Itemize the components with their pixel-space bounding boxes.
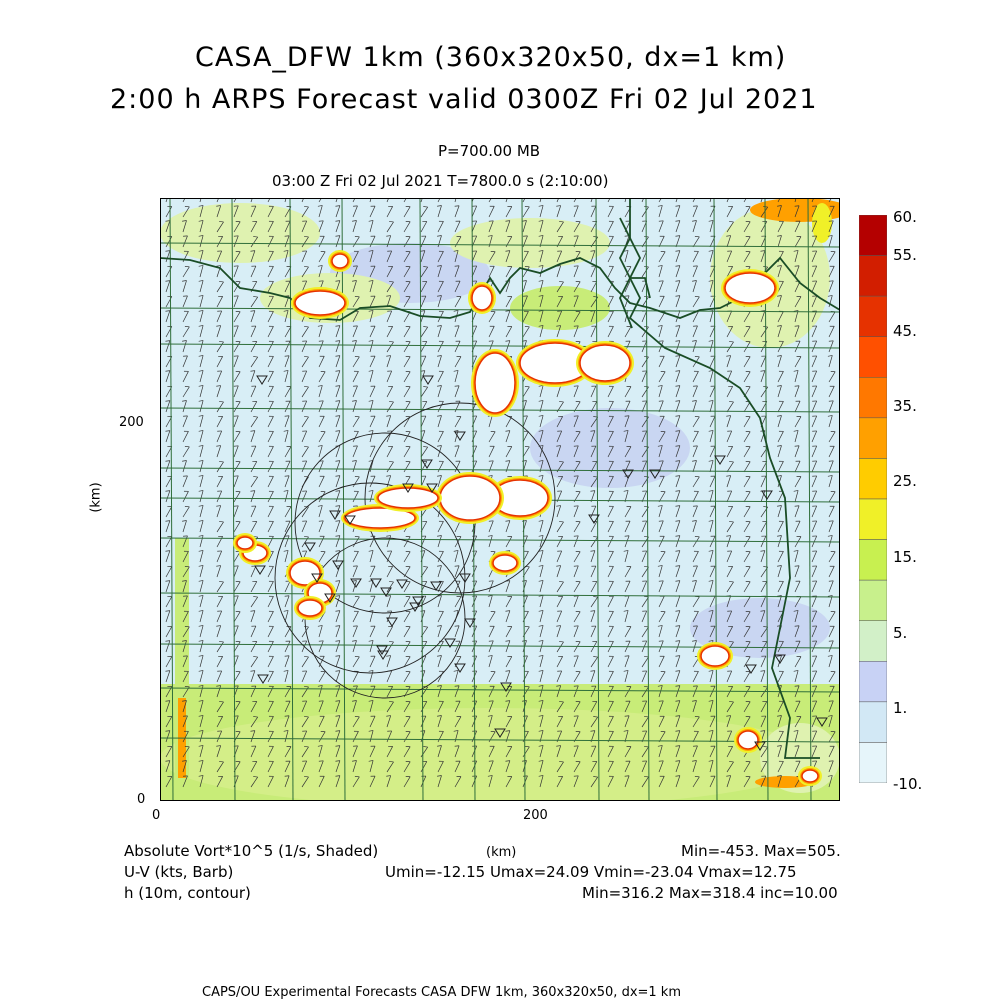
colorbar-segment <box>859 296 887 337</box>
colorbar-label: 35. <box>893 397 917 415</box>
storm-cell <box>697 642 733 670</box>
colorbar-segment <box>859 540 887 581</box>
vorticity-region <box>510 286 610 330</box>
colorbar-segment <box>859 580 887 621</box>
legend-minmax-wind: Umin=-12.15 Umax=24.09 Vmin=-23.04 Vmax=12.75 <box>385 863 797 881</box>
storm-cell <box>489 551 521 575</box>
storm-cell <box>734 727 762 753</box>
footer-credit: CAPS/OU Experimental Forecasts CASA DFW 1km, 360x320x50, dx=1 km <box>202 985 682 1000</box>
colorbar-segment <box>859 458 887 499</box>
colorbar-label: 55. <box>893 246 917 264</box>
colorbar-segment <box>859 702 887 743</box>
legend-minmax-height: Min=316.2 Max=318.4 inc=10.00 <box>582 884 838 902</box>
y-tick-0: 0 <box>137 792 146 807</box>
colorbar-segment <box>859 661 887 702</box>
y-axis-label: (km) <box>88 482 104 513</box>
pressure-level: P=700.00 MB <box>438 142 541 160</box>
legend-center-unit: (km) <box>486 845 517 860</box>
colorbar-segment <box>859 499 887 540</box>
storm-cell <box>374 484 442 512</box>
storm-cell <box>471 349 519 417</box>
forecast-map <box>160 198 840 801</box>
legend-field-vorticity: Absolute Vort*10^5 (1/s, Shaded) <box>124 842 379 860</box>
legend-field-wind: U-V (kts, Barb) <box>124 863 234 881</box>
colorbar-label: 5. <box>893 624 908 642</box>
colorbar-segment <box>859 256 887 297</box>
x-tick-200: 200 <box>523 808 548 823</box>
colorbar-segment <box>859 621 887 662</box>
vorticity-region <box>812 203 832 243</box>
x-tick-0: 0 <box>152 808 161 823</box>
colorbar-segment <box>859 742 887 783</box>
storm-cell <box>436 472 504 524</box>
colorbar-label: 25. <box>893 472 917 490</box>
storm-cell <box>328 250 352 272</box>
colorbar-segment <box>859 418 887 459</box>
colorbar-label: 45. <box>893 322 917 340</box>
colorbar-segment <box>859 337 887 378</box>
storm-cell <box>468 282 496 314</box>
storm-cell <box>576 341 634 385</box>
legend-field-height: h (10m, contour) <box>124 884 251 902</box>
colorbar-segment <box>859 215 887 256</box>
legend-minmax-vorticity: Min=-453. Max=505. <box>681 842 841 860</box>
storm-cell <box>721 269 779 307</box>
valid-time-line: 03:00 Z Fri 02 Jul 2021 T=7800.0 s (2:10:00) <box>272 172 609 190</box>
vorticity-region <box>160 203 320 263</box>
storm-cell <box>233 533 257 553</box>
colorbar-segment <box>859 377 887 418</box>
storm-cell <box>798 766 822 786</box>
title-line-1: CASA_DFW 1km (360x320x50, dx=1 km) <box>195 42 787 73</box>
storm-cell <box>291 287 349 319</box>
y-tick-200: 200 <box>119 415 144 430</box>
title-line-2: 2:00 h ARPS Forecast valid 0300Z Fri 02 Jul 2021 <box>110 84 818 115</box>
colorbar-label: 15. <box>893 548 917 566</box>
colorbar-label: 1. <box>893 699 908 717</box>
colorbar-label: -10. <box>893 775 923 793</box>
colorbar <box>859 215 887 783</box>
storm-cell <box>294 596 326 620</box>
colorbar-label: 60. <box>893 208 917 226</box>
